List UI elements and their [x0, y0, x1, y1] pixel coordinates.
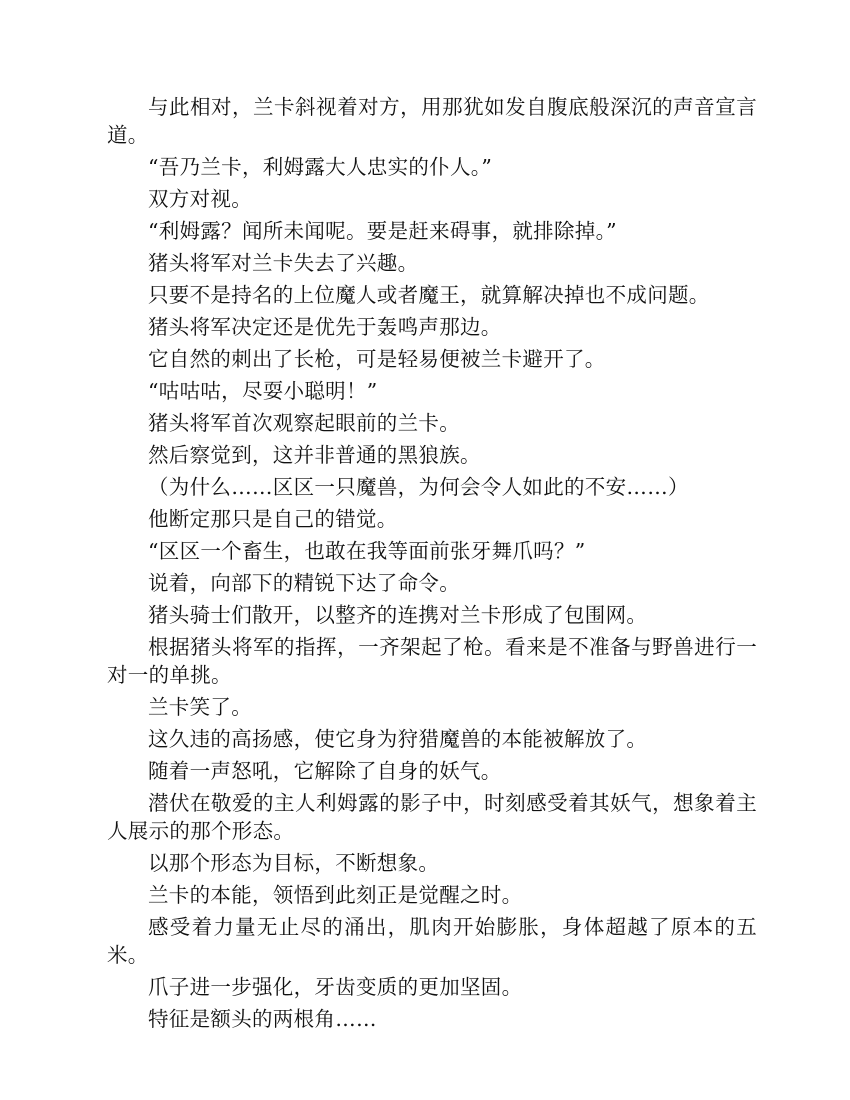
paragraph: “吾乃兰卡，利姆露大人忠实的仆人。”	[148, 155, 493, 179]
paragraph: 只要不是持名的上位魔人或者魔王，就算解决掉也不成问题。	[148, 283, 710, 307]
paragraph: 以那个形态为目标，不断想象。	[148, 851, 440, 875]
paragraph: 特征是额头的两根角……	[148, 1007, 377, 1031]
paragraph: 它自然的刺出了长枪，可是轻易便被兰卡避开了。	[148, 347, 606, 371]
paragraph: 猪头骑士们散开，以整齐的连携对兰卡形成了包围网。	[148, 603, 648, 627]
paragraph: 与此相对，兰卡斜视着对方，用那犹如发自腹底般深沉的声音宣言道。	[107, 95, 757, 147]
paragraph: 潜伏在敬爱的主人利姆露的影子中，时刻感受着其妖气，想象着主人展示的那个形态。	[107, 791, 757, 843]
paragraph: 猪头将军对兰卡失去了兴趣。	[148, 251, 419, 275]
paragraph: 说着，向部下的精锐下达了命令。	[148, 571, 460, 595]
paragraph: 兰卡的本能，领悟到此刻正是觉醒之时。	[148, 883, 523, 907]
paragraph: 然后察觉到，这并非普通的黑狼族。	[148, 443, 481, 467]
paragraph: “区区一个畜生，也敢在我等面前张牙舞爪吗？”	[148, 539, 586, 563]
document-page	[107, 93, 757, 1037]
paragraph: “咕咕咕，尽耍小聪明！”	[148, 379, 378, 403]
paragraph: 猪头将军首次观察起眼前的兰卡。	[148, 411, 460, 435]
paragraph: 根据猪头将军的指挥，一齐架起了枪。看来是不准备与野兽进行一对一的单挑。	[107, 635, 757, 687]
paragraph: 爪子进一步强化，牙齿变质的更加坚固。	[148, 975, 523, 999]
paragraph: 随着一声怒吼，它解除了自身的妖气。	[148, 759, 502, 783]
paragraph: “利姆露？闻所未闻呢。要是赶来碍事，就排除掉。”	[148, 219, 617, 243]
paragraph: 感受着力量无止尽的涌出，肌肉开始膨胀，身体超越了原本的五米。	[107, 915, 757, 967]
paragraph: 猪头将军决定还是优先于轰鸣声那边。	[148, 315, 502, 339]
paragraph: 双方对视。	[148, 187, 252, 211]
paragraph: 他断定那只是自己的错觉。	[148, 507, 398, 531]
paragraph: 这久违的高扬感，使它身为狩猎魔兽的本能被解放了。	[148, 727, 648, 751]
paragraph: 兰卡笑了。	[148, 695, 252, 719]
paragraph: （为什么……区区一只魔兽，为何会令人如此的不安……）	[148, 475, 689, 499]
